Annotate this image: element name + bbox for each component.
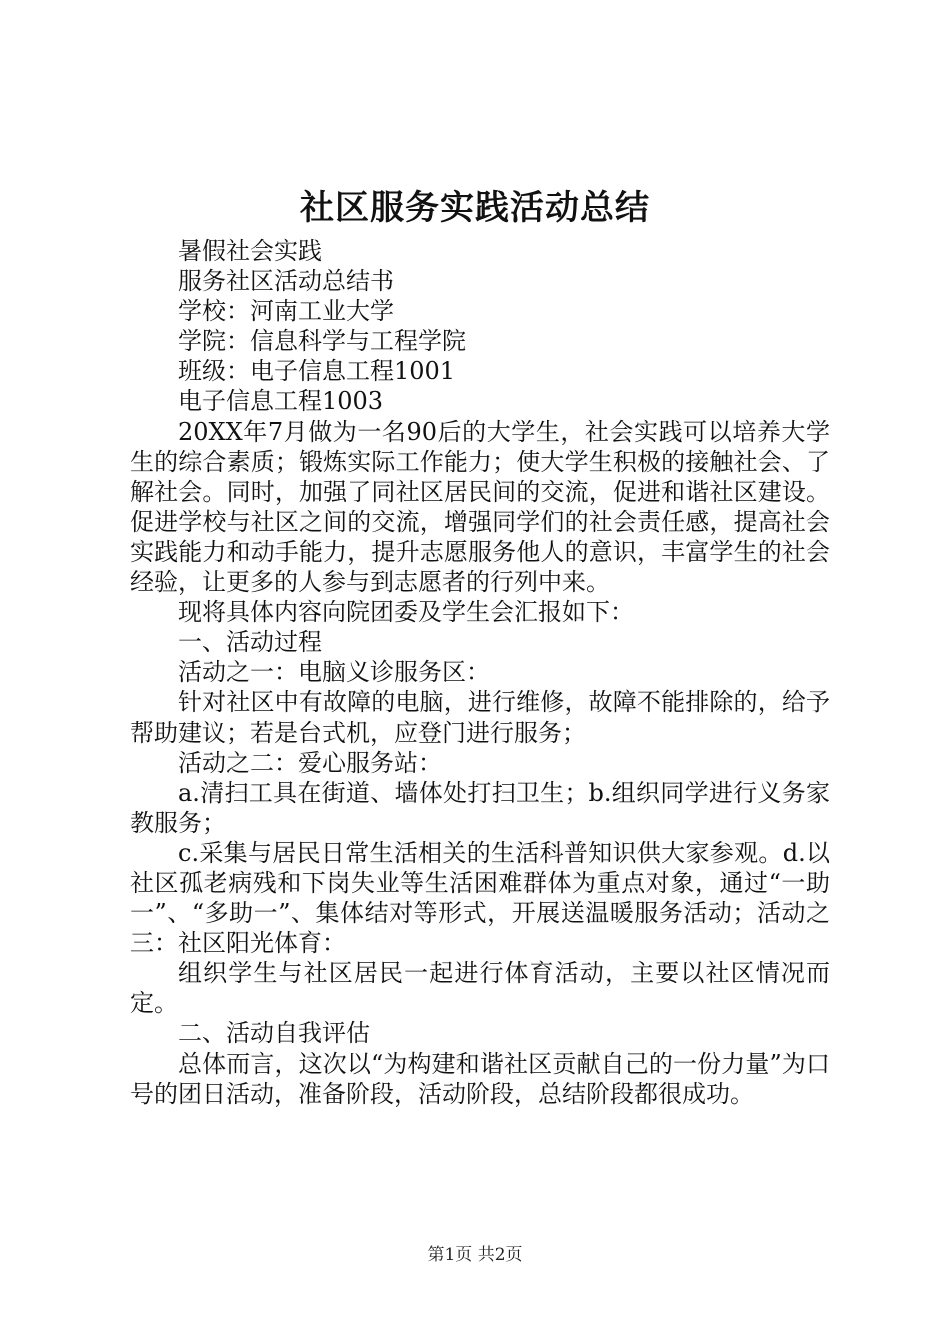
paragraph-activity-1: 针对社区中有故障的电脑，进行维修，故障不能排除的，给予帮助建议；若是台式机，应登门进行服务； xyxy=(130,688,830,747)
heading-line-summer-practice: 暑假社会实践 xyxy=(178,237,322,265)
paragraph-activity-2a: a.清扫工具在街道、墙体处打扫卫生；b.组织同学进行义务家教服务； xyxy=(130,778,830,837)
activity-heading-2: 活动之二：爱心服务站： xyxy=(178,748,442,777)
activity-heading-1: 活动之一：电脑义诊服务区： xyxy=(178,658,490,687)
section-heading-self-evaluation: 二、活动自我评估 xyxy=(178,1019,370,1048)
info-line-class-2: 电子信息工程1003 xyxy=(178,387,384,416)
paragraph-evaluation: 总体而言，这次以“为构建和谐社区贡献自己的一份力量”为口号的团日活动，准备阶段，活动阶段，总结阶段都很成功。 xyxy=(130,1049,830,1108)
paragraph-intro: 20XX年7月做为一名90后的大学生，社会实践可以培养大学生的综合素质；锻炼实际工作能力；使大学生积极的接触社会、了解社会。同时，加强了同社区居民间的交流，促进和谐社区建设。促进学校与社区之间的交流，增强同学们的社会责任感，提高社会实践能力和动手能力，提升志愿服务他人的意识，丰富学生的社会经验，让更多的人参与到志愿者的行列中来。 xyxy=(130,417,830,597)
document-title: 社区服务实践活动总结 xyxy=(300,188,650,228)
paragraph-activity-3: 组织学生与社区居民一起进行体育活动，主要以社区情况而定。 xyxy=(130,959,830,1018)
paragraph-report-lead: 现将具体内容向院团委及学生会汇报如下： xyxy=(178,598,634,627)
page-number-footer: 第1页 共2页 xyxy=(427,1245,523,1265)
heading-line-report-title: 服务社区活动总结书 xyxy=(178,267,394,296)
info-line-school: 学校：河南工业大学 xyxy=(178,297,394,326)
section-heading-activity-process: 一、活动过程 xyxy=(178,628,322,657)
info-line-college: 学院：信息科学与工程学院 xyxy=(178,327,466,356)
info-line-class: 班级：电子信息工程1001 xyxy=(178,357,456,386)
paragraph-activity-2b: c.采集与居民日常生活相关的生活科普知识供大家参观。d.以社区孤老病残和下岗失业等生活困难群体为重点对象，通过“一助一”、“多助一”、集体结对等形式，开展送温暖服务活动；活动之三：社区阳光体育： xyxy=(130,838,830,958)
document-body xyxy=(130,236,830,1109)
